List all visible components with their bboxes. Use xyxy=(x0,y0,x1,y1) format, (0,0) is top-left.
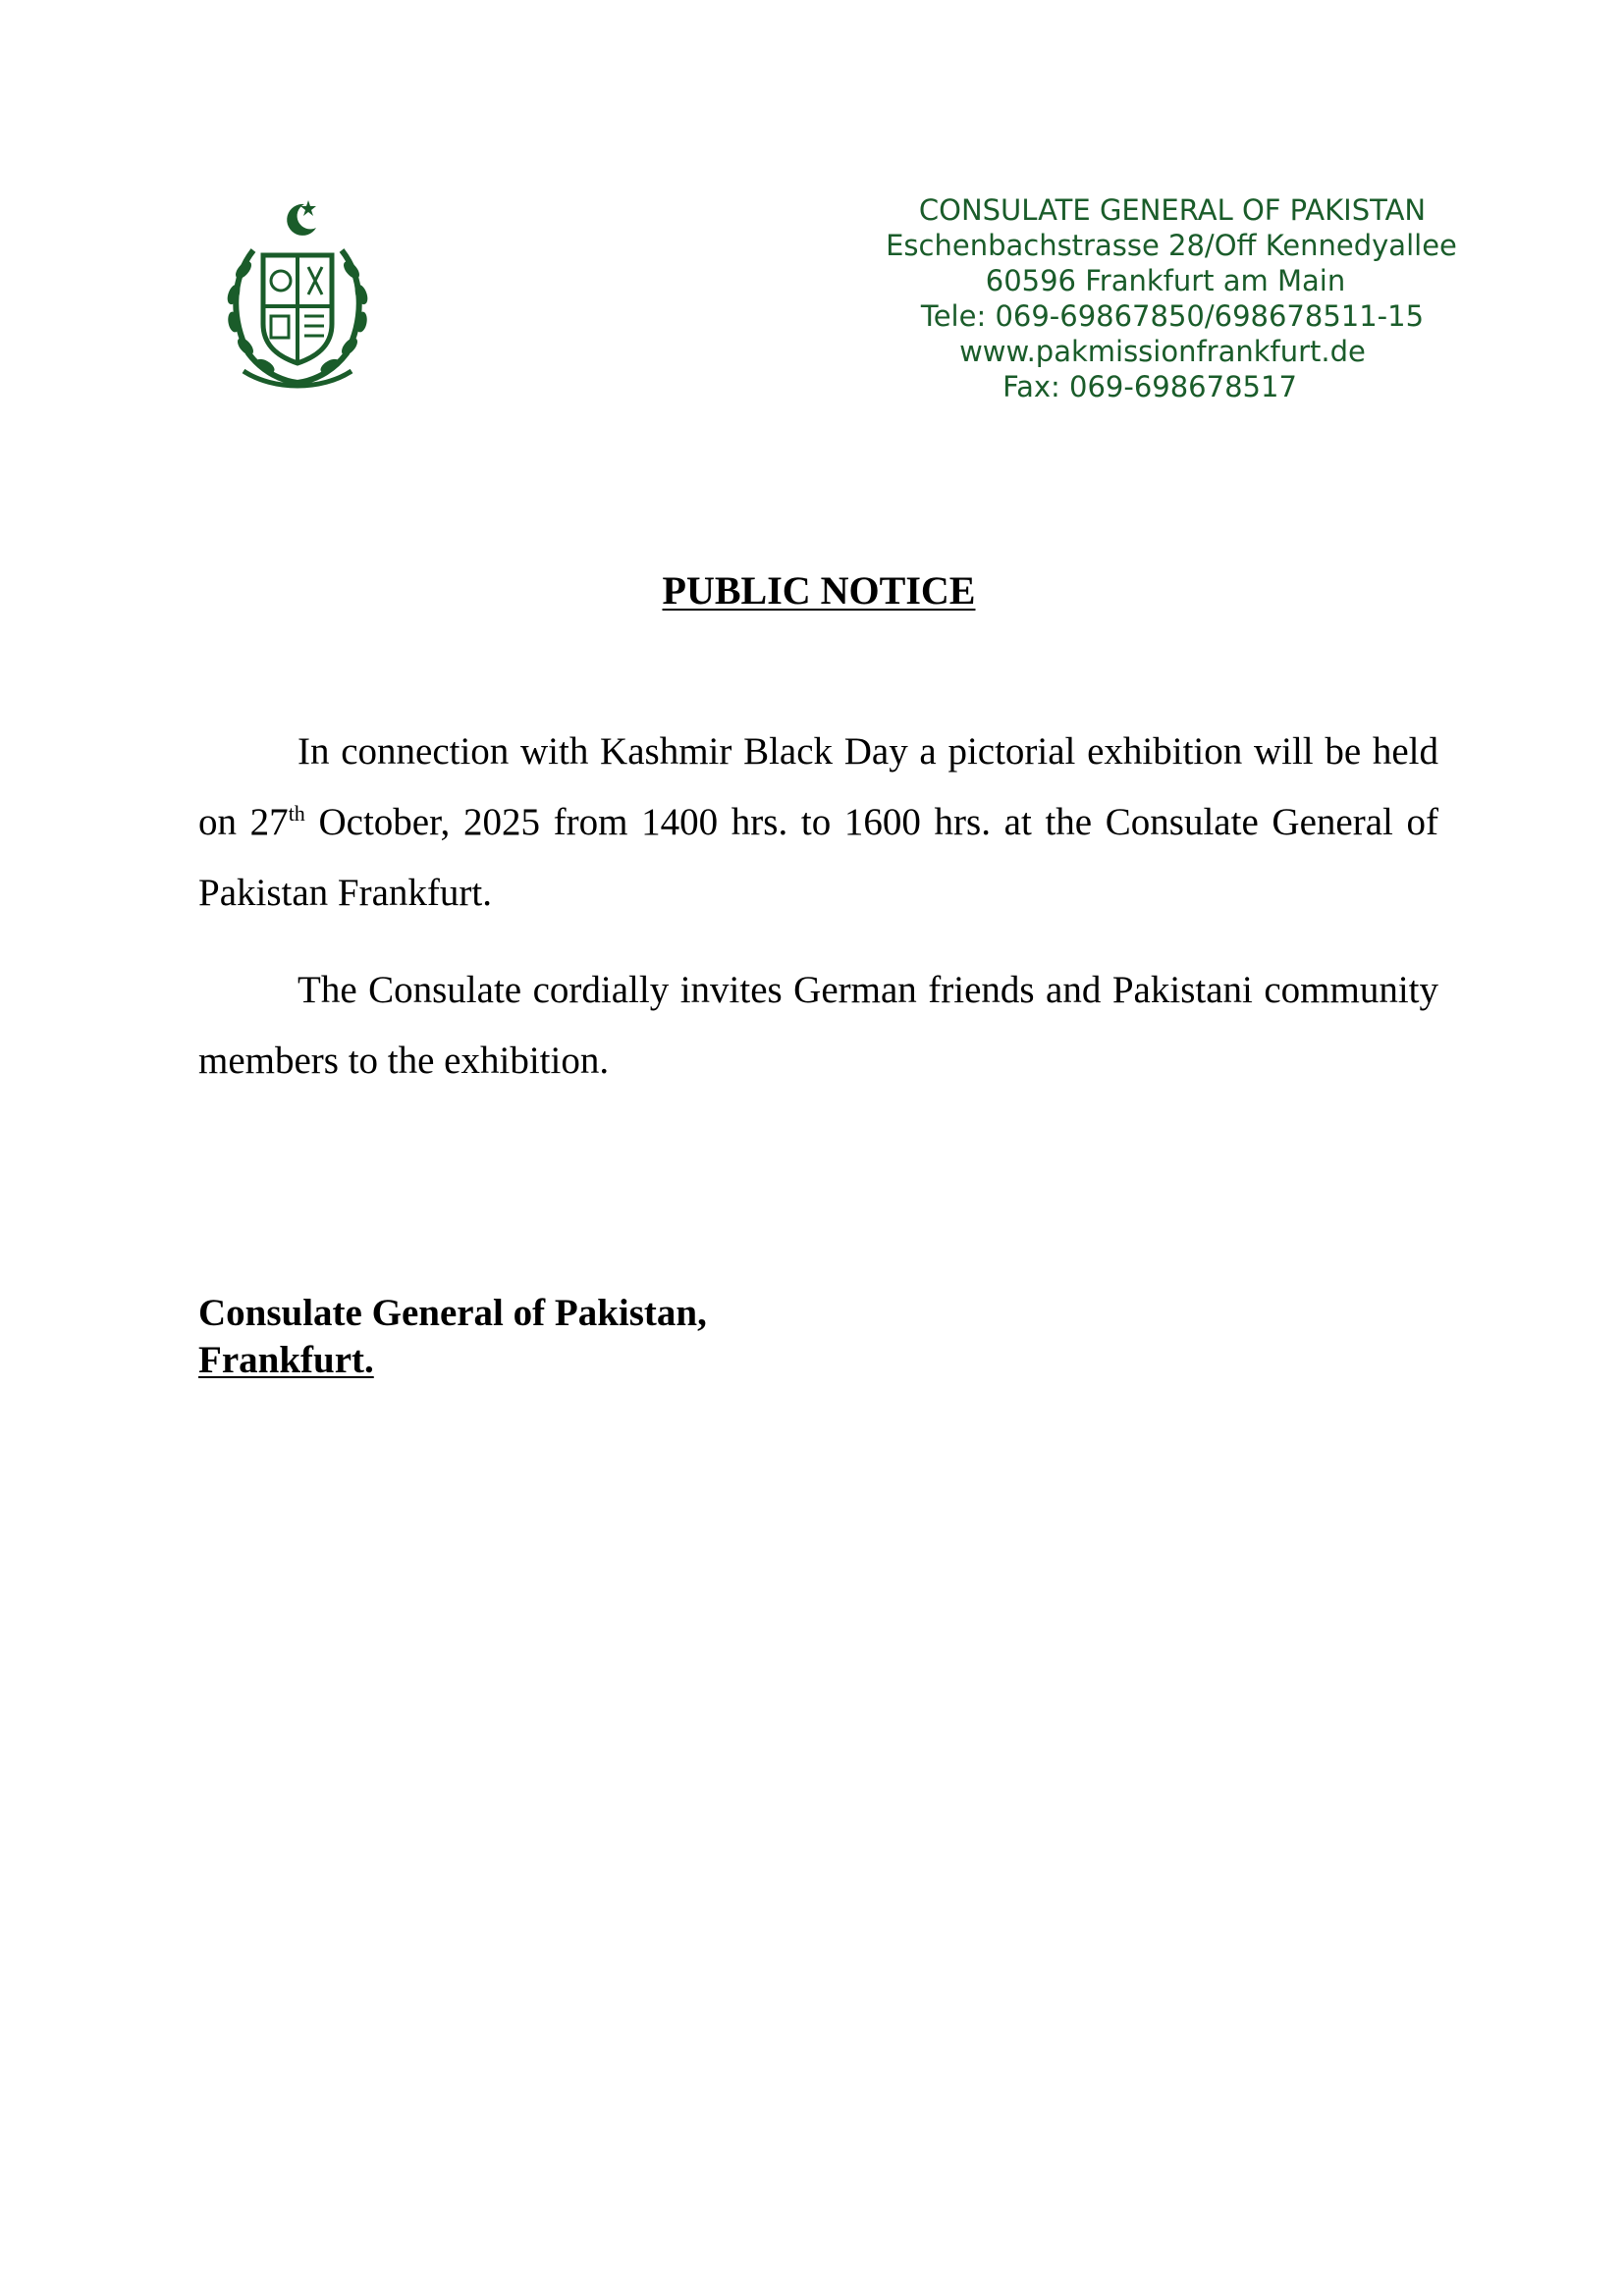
signature-city: Frankfurt. xyxy=(198,1339,374,1381)
letterhead-fax: Fax: 069-698678517 xyxy=(1002,370,1297,403)
letterhead-tele: Tele: 069-69867850/698678511-15 xyxy=(920,299,1425,333)
notice-body xyxy=(198,717,1438,1123)
letterhead-org: CONSULATE GENERAL OF PAKISTAN xyxy=(918,193,1427,227)
letterhead-website: www.pakmissionfrankfurt.de xyxy=(959,335,1366,368)
state-emblem-icon xyxy=(214,196,381,398)
notice-paragraph-2: The Consulate cordially invites German friends and Pakistani community members to the exhibition. xyxy=(198,969,1438,1082)
letterhead xyxy=(785,192,1571,404)
notice-title-block xyxy=(0,567,1624,614)
notice-title: PUBLIC NOTICE xyxy=(662,568,976,613)
notice-paragraph-1 xyxy=(198,717,1438,929)
para1-ordinal-suffix: th xyxy=(288,801,305,826)
para1-text-after: October, 2025 from 1400 hrs. to 1600 hrs. at the Consulate General of Pakistan Frankfurt. xyxy=(198,801,1439,914)
signature-block xyxy=(198,1290,707,1384)
letterhead-city: 60596 Frankfurt am Main xyxy=(985,264,1346,297)
para1-text-before: In connection with Kashmir Black Day a pictorial exhibition will be held on 27 xyxy=(198,730,1438,843)
letterhead-street: Eschenbachstrasse 28/Off Kennedyallee xyxy=(886,229,1457,262)
signature-org: Consulate General of Pakistan, xyxy=(198,1292,707,1334)
